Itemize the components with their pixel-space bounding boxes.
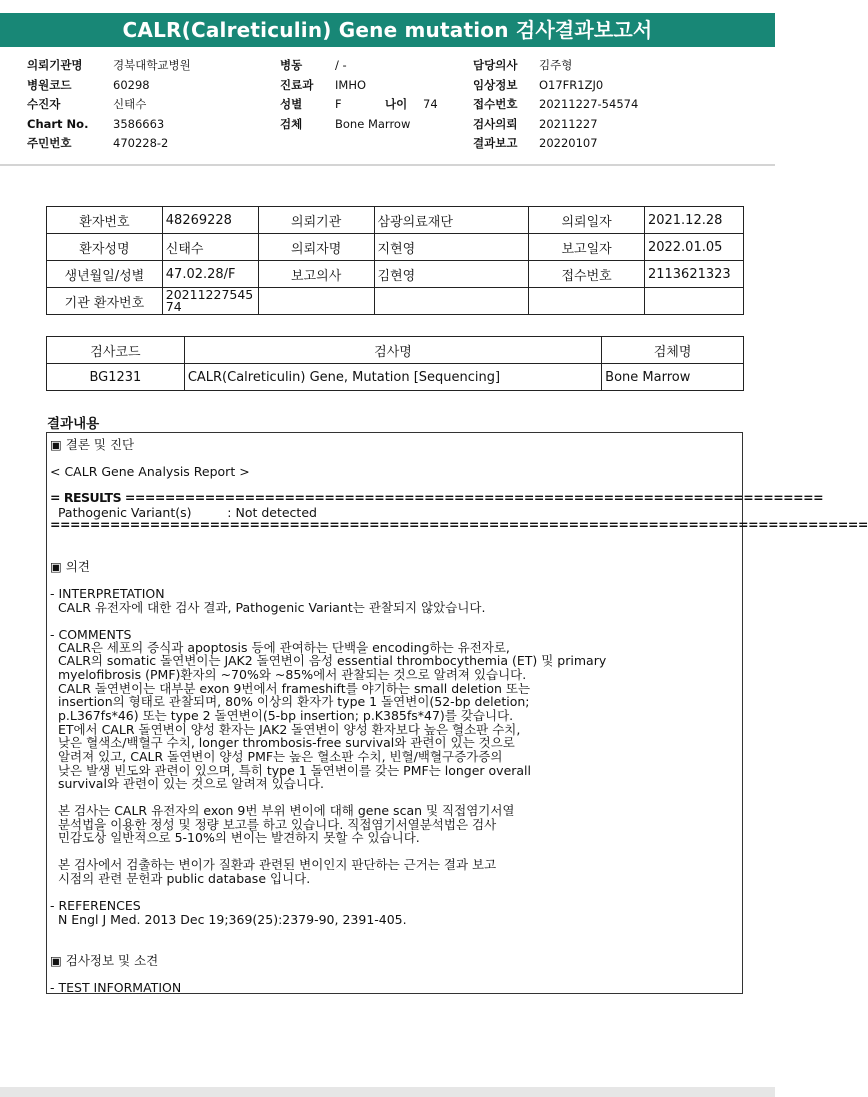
bottom-bar — [0, 1087, 775, 1097]
header-row — [473, 56, 638, 76]
header-row — [27, 76, 191, 96]
header-row — [280, 115, 438, 135]
result-text-line: 낮은 혈색소/백혈구 수치, longer thrombosis-free survival와 관련이 있는 것으로 — [50, 735, 515, 750]
table-cell: 의뢰일자 — [529, 207, 645, 234]
table-cell: 신태수 — [162, 234, 258, 261]
table-cell: 김현영 — [374, 261, 529, 288]
table-row — [47, 207, 744, 234]
header-value: 20211227 — [539, 116, 598, 131]
result-text-line: CALR의 somatic 돌연변이는 JAK2 돌연변이 음성 essential thrombocythemia (ET) 및 primary — [50, 653, 607, 668]
result-text-line: CALR은 세포의 증식과 apoptosis 등에 관여하는 단백을 encoding하는 유전자로, — [50, 640, 510, 655]
table-cell: 지현영 — [374, 234, 529, 261]
header-label: 접수번호 — [473, 97, 518, 111]
result-text-line: ET에서 CALR 돌연변이 양성 환자는 JAK2 돌연변이 양성 환자보다 높은 혈소판 수치, — [50, 722, 521, 737]
header-label: 담당의사 — [473, 58, 518, 72]
results-content-box — [46, 432, 868, 995]
result-text-line: 분석법을 이용한 정성 및 정량 보고를 하고 있습니다. 직접염기서열분석법은 검사 — [50, 817, 497, 832]
result-text-line: 낮은 발생 빈도와 관련이 있으며, 특히 type 1 돌연변이를 갖는 PMF는 longer overall — [50, 763, 532, 778]
table-cell — [258, 288, 374, 315]
patient-info-table — [46, 206, 744, 315]
result-text-line: ================================================================================== — [50, 517, 868, 532]
result-text-line: - REFERENCES — [50, 898, 141, 913]
header-value: O17FR1ZJ0 — [539, 77, 604, 92]
table-cell: CALR(Calreticulin) Gene, Mutation [Sequencing] — [184, 364, 601, 391]
table-cell: 2022.01.05 — [644, 234, 743, 261]
table-header-cell: 검사명 — [184, 337, 601, 364]
table-header-cell: 검체명 — [602, 337, 744, 364]
table-cell: 47.02.28/F — [162, 261, 258, 288]
table-cell: 기관 환자번호 — [47, 288, 163, 315]
header-label: 성별 — [280, 97, 303, 111]
result-text-line: p.L367fs*46) 또는 type 2 돌연변이(5-bp insertion; p.K385fs*47)를 갖습니다. — [50, 708, 514, 723]
header-row — [473, 134, 638, 154]
result-text-line: survival와 관련이 있는 것으로 알려져 있습니다. — [50, 776, 324, 791]
header-row — [473, 95, 638, 115]
header-label: 검사의뢰 — [473, 116, 518, 131]
header-row — [27, 56, 191, 76]
table-cell: 삼광의료재단 — [374, 207, 529, 234]
result-text-line: < CALR Gene Analysis Report > — [50, 464, 250, 479]
table-cell — [374, 288, 529, 315]
table-cell — [529, 288, 645, 315]
header-label: 결과보고 — [473, 136, 518, 150]
result-text-line: - TEST INFORMATION — [50, 980, 182, 995]
table-cell: 생년월일/성별 — [47, 261, 163, 288]
result-text-line: insertion의 형태로 관찰되며, 80% 이상의 환자가 type 1 돌연변이(52-bp deletion; — [50, 694, 530, 709]
result-text-line: N Engl J Med. 2013 Dec 19;369(25):2379-90, 2391-405. — [50, 912, 407, 927]
result-text-line: myelofibrosis (PMF)환자의 ~70%와 ~85%에서 관찰되는 것으로 알려져 있습니다. — [50, 667, 527, 682]
table-cell: 2021.12.28 — [644, 207, 743, 234]
header-label: 진료과 — [280, 77, 314, 92]
table-row — [47, 234, 744, 261]
header-value: / - — [335, 58, 347, 72]
header-value: 신태수 — [113, 97, 147, 111]
table-header-cell: 검사코드 — [47, 337, 185, 364]
table-cell — [644, 288, 743, 315]
header-row — [473, 76, 638, 96]
result-text-line: ▣ 의견 — [50, 559, 90, 574]
result-text-line: 본 검사는 CALR 유전자의 exon 9번 부위 변이에 대해 gene scan 및 직접염기서열 — [50, 803, 515, 818]
header-value: 60298 — [113, 77, 150, 92]
header-value: F — [335, 97, 342, 111]
header-col3 — [473, 56, 638, 154]
header-value: 3586663 — [113, 116, 165, 131]
result-text-line: CALR 유전자에 대한 검사 결과, Pathogenic Variant는 관찰되지 않았습니다. — [50, 600, 486, 615]
header-label: 의뢰기관명 — [27, 58, 83, 72]
header-label: 나이 — [385, 97, 408, 111]
header-value: 470228-2 — [113, 136, 169, 150]
table-cell: 접수번호 — [529, 261, 645, 288]
header-row — [27, 134, 191, 154]
result-text-line: 본 검사에서 검출하는 변이가 질환과 관련된 변이인지 판단하는 근거는 결과 보고 — [50, 857, 497, 872]
header-label: 주민번호 — [27, 136, 72, 150]
header-value: Bone Marrow — [335, 116, 411, 131]
header-value: 김주형 — [539, 58, 573, 72]
result-text-line: 알려져 있고, CALR 돌연변이 양성 PMF는 높은 혈소판 수치, 빈혈/백혈구증가증의 — [50, 749, 503, 764]
result-text-line: = RESULTS ====================================================================== — [50, 490, 824, 505]
header-col2 — [280, 56, 438, 134]
table-cell: 20211227545 74 — [162, 288, 258, 315]
header-row — [280, 56, 438, 76]
table-cell: BG1231 — [47, 364, 185, 391]
header-label: 병원코드 — [27, 77, 72, 92]
results-section-title: 결과내용 — [47, 416, 100, 432]
header-label: 수진자 — [27, 97, 61, 111]
header-label: 병동 — [280, 58, 303, 72]
table-cell: Bone Marrow — [602, 364, 744, 391]
header-row — [27, 95, 191, 115]
header-label: 임상정보 — [473, 77, 518, 92]
header-label: 검체 — [280, 116, 303, 131]
result-text-line: 시점의 관련 문헌과 public database 입니다. — [50, 871, 311, 886]
result-text-line: 민감도상 일반적으로 5-10%의 변이는 발견하지 못할 수 있습니다. — [50, 830, 420, 845]
table-cell: 2113621323 — [644, 261, 743, 288]
header-value: 경북대학교병원 — [113, 58, 191, 72]
header-label: Chart No. — [27, 116, 89, 131]
result-text-line: ▣ 결론 및 진단 — [50, 437, 135, 452]
table-cell: 보고일자 — [529, 234, 645, 261]
result-text-line: - INTERPRETATION — [50, 586, 165, 601]
table-cell: 의뢰기관 — [258, 207, 374, 234]
result-text-line: CALR 돌연변이는 대부분 exon 9번에서 frameshift를 야기하는 small deletion 또는 — [50, 681, 531, 696]
header-col1 — [27, 56, 191, 154]
header-value: IMHO — [335, 77, 367, 92]
table-cell: 48269228 — [162, 207, 258, 234]
header-divider — [0, 164, 775, 166]
header-value: 20211227-54574 — [539, 97, 639, 111]
header-row — [280, 76, 438, 96]
table-cell: 환자번호 — [47, 207, 163, 234]
table-row — [47, 337, 744, 364]
report-title: CALR(Calreticulin) Gene mutation 검사결과보고서 — [0, 13, 775, 47]
test-info-table — [46, 336, 744, 391]
result-text-line: - COMMENTS — [50, 627, 132, 642]
header-value: 20220107 — [539, 136, 598, 150]
header-row — [280, 95, 438, 115]
table-cell: 의뢰자명 — [258, 234, 374, 261]
header-row — [27, 115, 191, 135]
table-cell: 환자성명 — [47, 234, 163, 261]
table-row — [47, 364, 744, 391]
result-text-line: ▣ 검사정보 및 소견 — [50, 953, 159, 968]
header-row — [473, 115, 638, 135]
header-value: 74 — [423, 97, 438, 111]
table-row — [47, 288, 744, 315]
table-row — [47, 261, 744, 288]
table-cell: 보고의사 — [258, 261, 374, 288]
result-text-line: Pathogenic Variant(s) : Not detected — [50, 505, 317, 520]
